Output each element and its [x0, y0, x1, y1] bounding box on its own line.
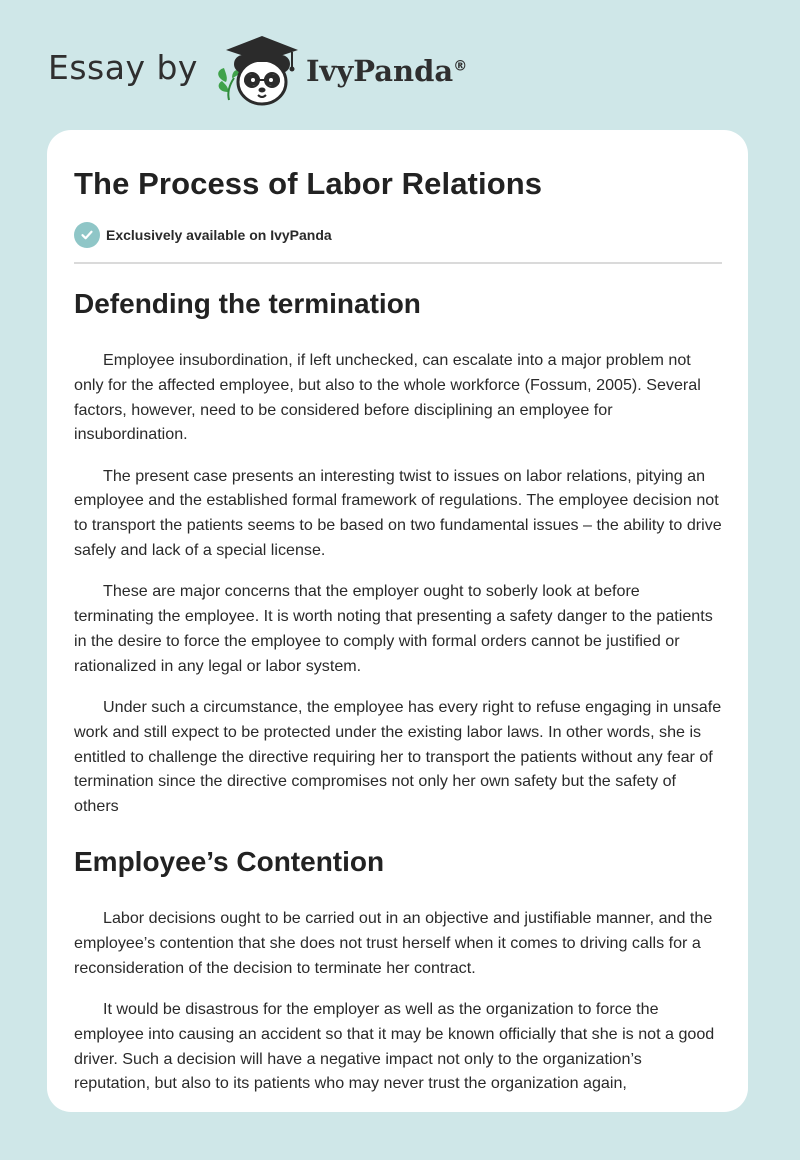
essay-title: The Process of Labor Relations	[74, 166, 543, 201]
site-header	[48, 30, 467, 110]
paragraph: The present case presents an interesting twist to issues on labor relations, pitying an employee and the established formal framework of regulations. The employee decision not to transport the patients seems to be based on two fundamental issues – the ability to drive safely and lack of a special license.	[74, 466, 722, 560]
section-body	[74, 906, 722, 1096]
title-divider	[74, 262, 722, 264]
registered-mark: ®	[453, 58, 468, 75]
brand-label: IvyPanda	[305, 54, 454, 88]
section-heading: Employee’s Contention	[74, 846, 385, 878]
exclusive-badge-text: Exclusively available on IvyPanda	[106, 227, 332, 243]
check-icon	[74, 222, 100, 248]
paragraph: It would be disastrous for the employer as well as the organization to force the employee into causing an accident so that it may be known officially that she is not a good driver. Such a decision will have a negative impact not only to the organization’s reputation, but also to its patients who may never trust the organization again,	[74, 999, 715, 1093]
brand-name[interactable]	[306, 54, 467, 88]
paragraph: Employee insubordination, if left unchecked, can escalate into a major problem not only for the affected employee, but also to the whole workforce (Fossum, 2005). Several factors, however, need to be considered before disciplining an employee for insubordination.	[74, 351, 701, 444]
essay-card	[47, 130, 748, 1112]
paragraph: Labor decisions ought to be carried out in an objective and justifiable manner, and the employee’s contention that she does not trust herself when it comes to driving calls for a reconsideration of the decision to terminate her contract.	[74, 909, 713, 977]
paragraph: Under such a circumstance, the employee has every right to refuse engaging in unsafe work and still expect to be protected under the existing labor laws. In other words, she is entitled to challenge the directive requiring her to transport the patients without any fear of termination since the directive compromises not only her own safety but the safety of others	[74, 698, 722, 816]
panda-graduation-cap-logo[interactable]	[212, 30, 304, 110]
section-heading: Defending the termination	[74, 288, 421, 319]
essay-by-label: Essay by	[48, 47, 198, 87]
paragraph: These are major concerns that the employer ought to soberly look at before terminating the employee. It is worth noting that presenting a safety danger to the patients in the desire to force the employee to comply with formal orders cannot be justified or rationalized in any legal or labor system.	[74, 582, 713, 675]
section-body	[74, 348, 722, 819]
exclusive-badge	[74, 221, 722, 249]
